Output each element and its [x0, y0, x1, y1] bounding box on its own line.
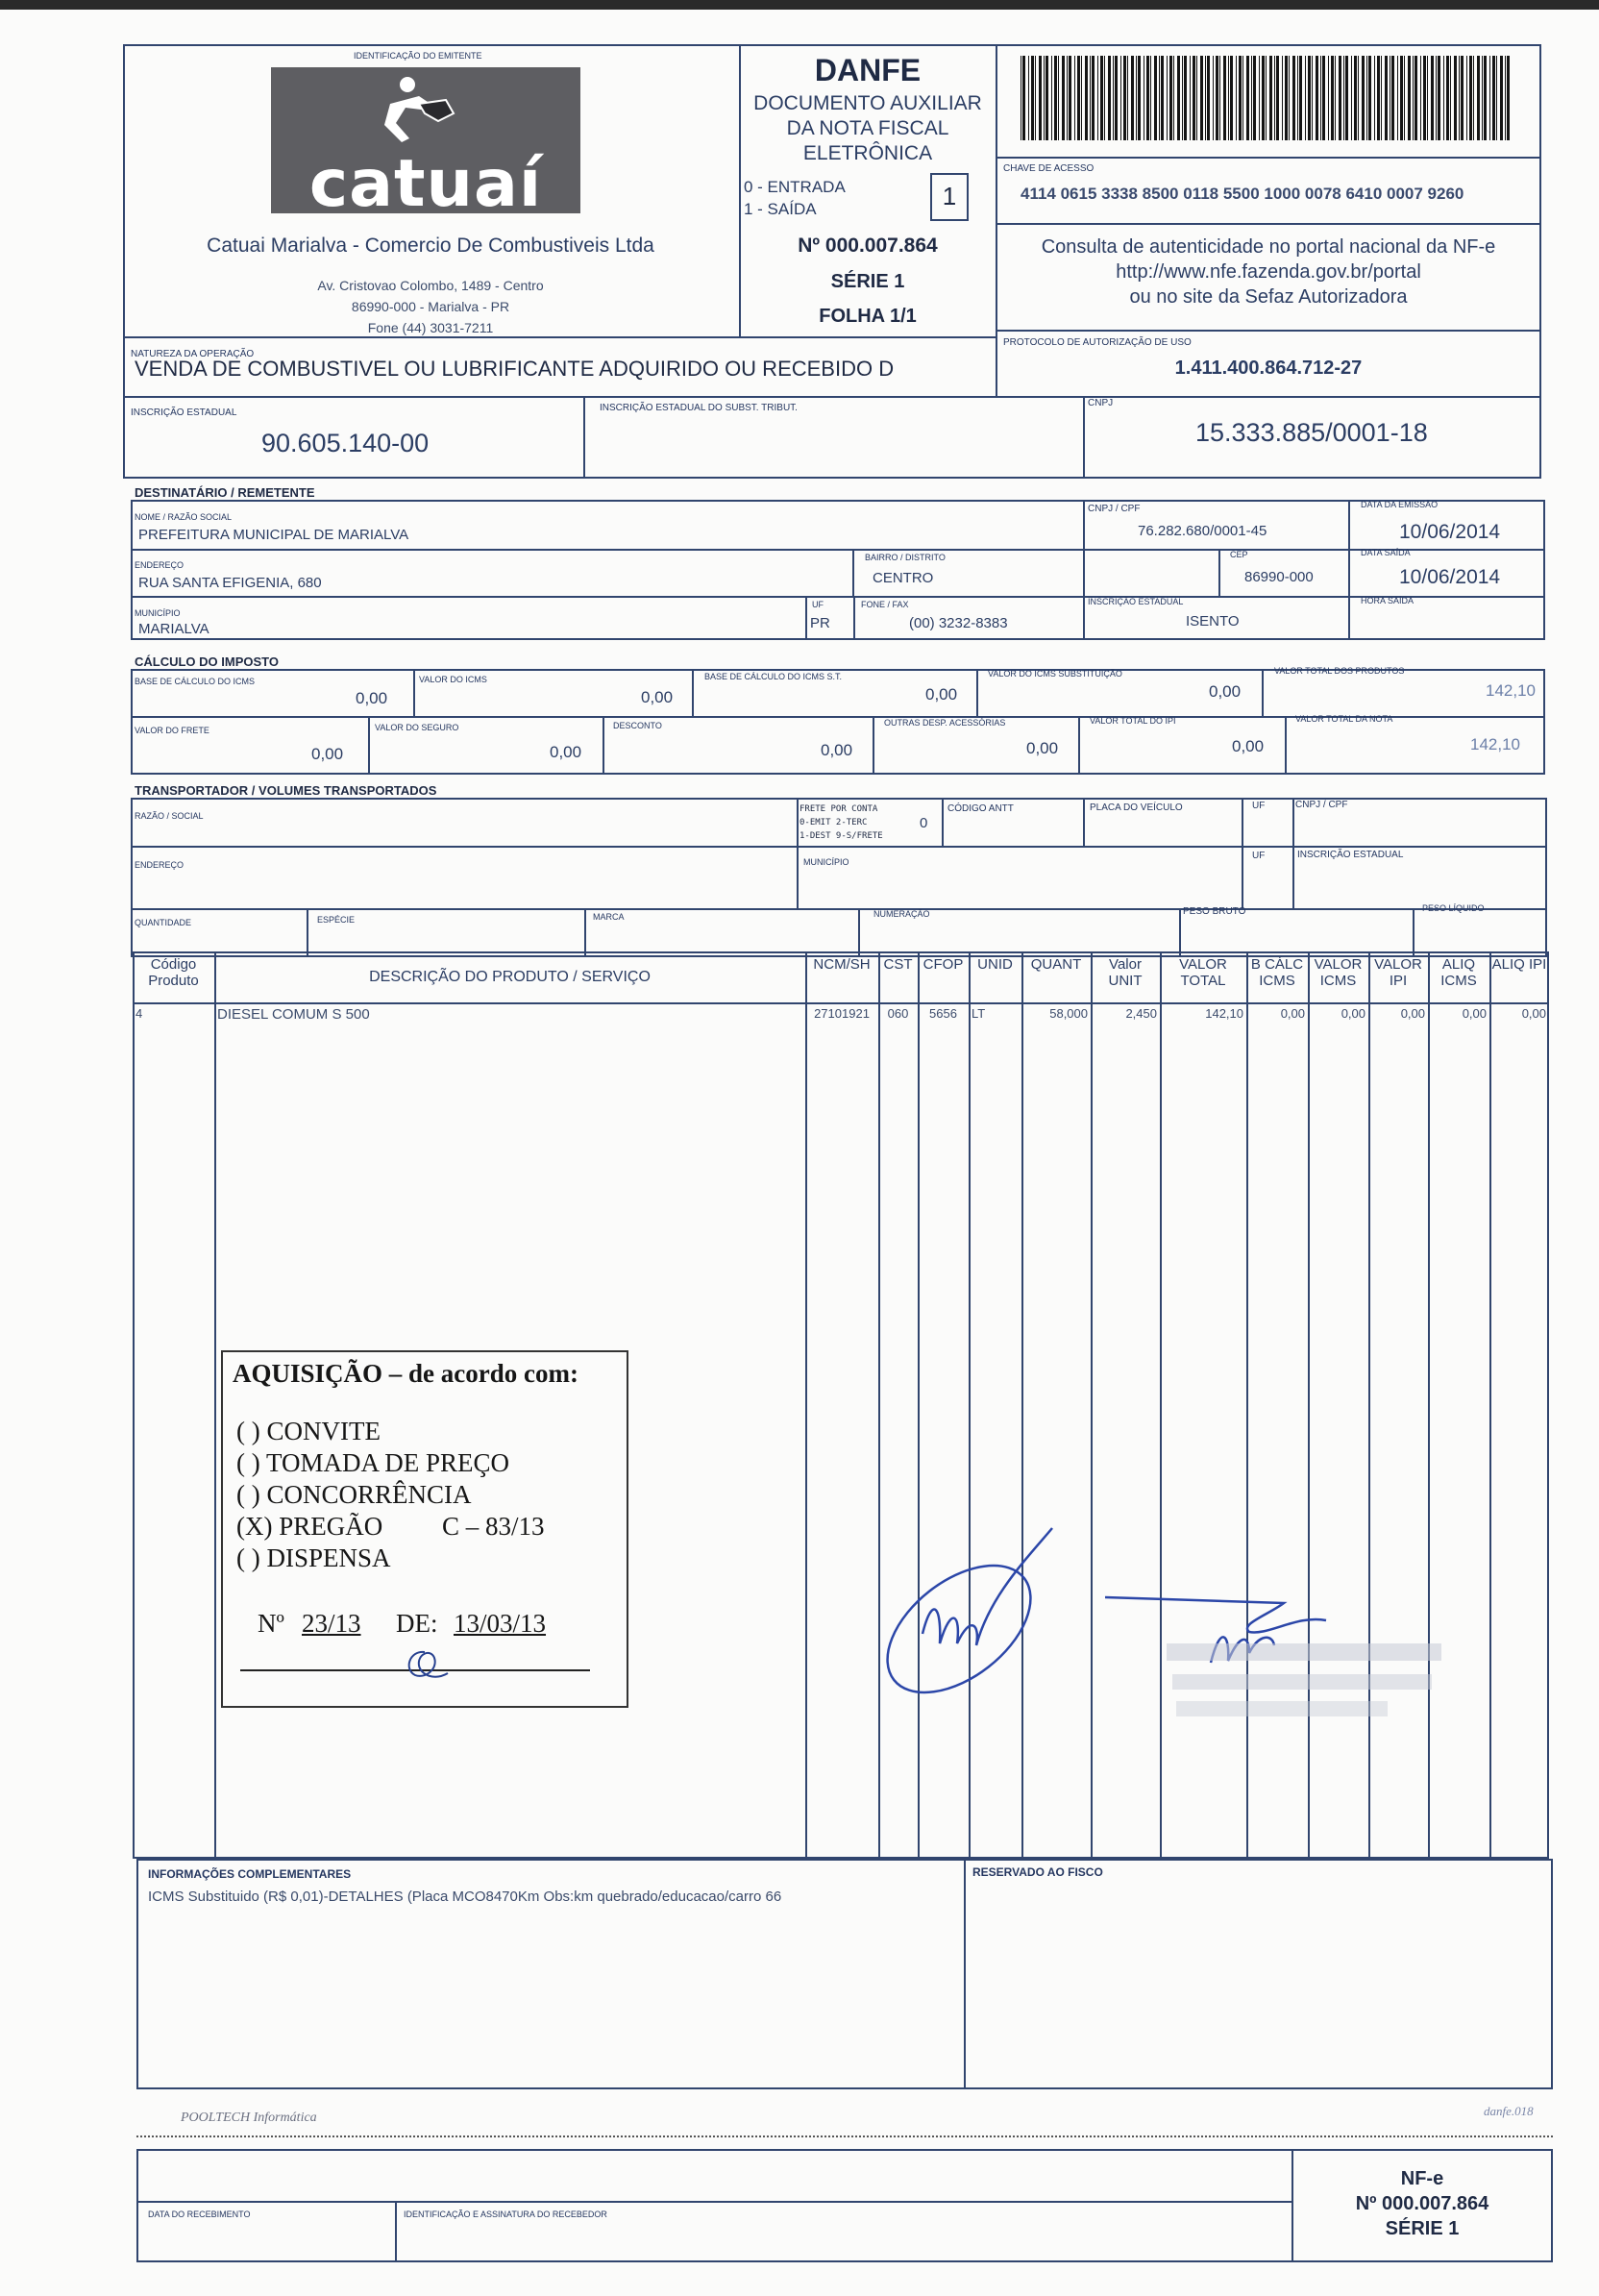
column-header: VALOR ICMS — [1314, 956, 1363, 989]
barcode-bar — [1146, 56, 1149, 140]
dest-emissao: 10/06/2014 — [1399, 521, 1501, 543]
antt-label: CÓDIGO ANTT — [947, 803, 1014, 814]
seguro-value: 0,00 — [550, 743, 582, 761]
transp-municipio-label: MUNICÍPIO — [803, 857, 849, 867]
stamp-de-value: 13/03/13 — [454, 1609, 547, 1638]
barcode-bar — [1505, 56, 1506, 140]
faded-official-stamp — [1163, 1624, 1451, 1730]
cell-cst: 060 — [887, 1006, 909, 1021]
barcode-bar — [1443, 56, 1444, 140]
ipi-value: 0,00 — [1232, 737, 1265, 755]
barcode-bar — [1413, 56, 1414, 140]
cnpj-label: CNPJ — [1088, 398, 1114, 408]
dest-endereco: RUA SANTA EFIGENIA, 680 — [138, 575, 322, 591]
frete-conta-line2: 0-EMIT 2-TERC — [800, 818, 868, 827]
column-header: VALOR IPI — [1374, 956, 1422, 989]
barcode-bar — [1067, 56, 1068, 140]
transp-cnpj-label: CNPJ / CPF — [1295, 800, 1348, 810]
assinatura-label: IDENTIFICAÇÃO E ASSINATURA DO RECEBEDOR — [404, 2210, 607, 2219]
barcode-bar — [1150, 56, 1151, 140]
barcode-bar — [1028, 56, 1029, 140]
tipo-saida: 1 - SAÍDA — [744, 200, 817, 218]
stamp-pregao: (X) PREGÃO — [236, 1512, 383, 1541]
barcode-bar — [1454, 56, 1457, 140]
barcode-bar — [1062, 56, 1065, 140]
stamp-num-label: Nº — [258, 1609, 284, 1638]
column-divider — [1021, 951, 1023, 1859]
barcode-bar — [1213, 56, 1214, 140]
dest-cnpj: 76.282.680/0001-45 — [1138, 523, 1267, 539]
barcode-bar — [1381, 56, 1382, 140]
dest-municipio: MARIALVA — [138, 621, 209, 637]
column-header: Valor UNIT — [1108, 956, 1143, 989]
danfe-folha: FOLHA 1/1 — [819, 306, 917, 327]
placa-label: PLACA DO VEÍCULO — [1090, 802, 1183, 813]
cell-total: 142,10 — [1205, 1006, 1243, 1021]
aquisicao-stamp — [221, 1350, 628, 1708]
desconto-label: DESCONTO — [613, 721, 662, 730]
barcode-bar — [1081, 56, 1082, 140]
stamp-concorrencia: ( ) CONCORRÊNCIA — [236, 1480, 472, 1509]
barcode-bar — [1223, 56, 1226, 140]
total-nota-label: VALOR TOTAL DA NOTA — [1295, 714, 1393, 724]
transp-endereco-label: ENDEREÇO — [135, 860, 184, 870]
peso-bruto-label: PESO BRUTO — [1183, 906, 1246, 917]
dest-saida-label: DATA SAÍDA — [1361, 548, 1411, 557]
barcode-bar — [1459, 56, 1460, 140]
barcode-bar — [1482, 56, 1483, 140]
barcode-bar — [1246, 56, 1249, 140]
cell-vicms: 0,00 — [1341, 1006, 1365, 1021]
total-nota-value: 142,10 — [1470, 735, 1520, 753]
barcode-bar — [1100, 56, 1103, 140]
danfe-subtitle1: DOCUMENTO AUXILIAR — [753, 92, 982, 114]
barcode-bar — [1305, 56, 1306, 140]
barcode-bar — [1131, 56, 1134, 140]
outras-value: 0,00 — [1026, 739, 1059, 757]
software-credit: POOLTECH Informática — [181, 2111, 317, 2125]
destinatario-section: DESTINATÁRIO / REMETENTE — [135, 485, 315, 500]
column-divider — [1160, 951, 1162, 1859]
cell-aipi: 0,00 — [1521, 1006, 1546, 1021]
danfe-serie: SÉRIE 1 — [830, 271, 905, 292]
barcode-bar — [1054, 56, 1057, 140]
barcode-bar — [1200, 56, 1203, 140]
dest-endereco-label: ENDEREÇO — [135, 560, 184, 570]
barcode-bar — [1127, 56, 1128, 140]
logo-word: catuaí — [308, 146, 543, 222]
barcode-bar — [1507, 56, 1510, 140]
barcode-bar — [1044, 56, 1045, 140]
dest-nome: PREFEITURA MUNICIPAL DE MARIALVA — [138, 527, 409, 543]
barcode-bar — [1259, 56, 1260, 140]
column-header: NCM/SH — [813, 956, 871, 973]
barcode-bar — [1331, 56, 1334, 140]
barcode-bar — [1385, 56, 1388, 140]
barcode-bar — [1123, 56, 1126, 140]
barcode-bar — [1138, 56, 1141, 140]
cell-quant: 58,000 — [1049, 1006, 1088, 1021]
cell-aicms: 0,00 — [1462, 1006, 1487, 1021]
barcode-bar — [1184, 56, 1187, 140]
inscricao-value: 90.605.140-00 — [261, 429, 430, 457]
barcode-bar — [1354, 56, 1357, 140]
barcode-bar — [1136, 56, 1137, 140]
dest-saida: 10/06/2014 — [1399, 566, 1501, 588]
dest-ie: ISENTO — [1186, 613, 1240, 630]
cell-unid: LT — [972, 1006, 986, 1021]
barcode-bar — [1362, 56, 1365, 140]
barcode-bar — [1090, 56, 1091, 140]
barcode-bar — [1069, 56, 1071, 140]
barcode-bar — [1085, 56, 1088, 140]
column-divider — [969, 951, 971, 1859]
dest-uf-label: UF — [812, 600, 824, 609]
barcode-bar — [1242, 56, 1243, 140]
barcode-bar — [1058, 56, 1059, 140]
barcode-bar — [1297, 56, 1298, 140]
dest-hora-label: HORA SAÍDA — [1361, 596, 1414, 605]
column-divider — [1489, 951, 1491, 1859]
recebimento-label: DATA DO RECEBIMENTO — [148, 2210, 251, 2219]
column-header: Código Produto — [148, 956, 199, 989]
fisco-label: RESERVADO AO FISCO — [972, 1865, 1103, 1879]
destinatario-frame — [131, 500, 1545, 640]
transp-uf2-label: UF — [1252, 851, 1266, 861]
emitente-label: IDENTIFICAÇÃO DO EMITENTE — [354, 51, 482, 61]
transp-uf-label: UF — [1252, 801, 1266, 811]
barcode-bar — [1253, 56, 1256, 140]
danfe-title: DANFE — [814, 53, 922, 87]
barcode-bar — [1092, 56, 1095, 140]
column-divider — [918, 951, 920, 1859]
emitente-address1: Av. Cristovao Colombo, 1489 - Centro — [317, 278, 544, 293]
barcode-bar — [1328, 56, 1329, 140]
frete-conta-value: 0 — [920, 815, 928, 831]
column-header: QUANT — [1030, 956, 1082, 973]
barcode-bar — [1159, 56, 1160, 140]
chave-value: 4114 0615 3338 8500 0118 5500 1000 0078 6410 0007 9260 — [1021, 185, 1464, 203]
barcode-bar — [1489, 56, 1490, 140]
handwritten-signature-left — [884, 1518, 1057, 1701]
dest-municipio-label: MUNICÍPIO — [135, 608, 181, 618]
consulta-line2: http://www.nfe.fazenda.gov.br/portal — [1116, 261, 1421, 283]
natureza-label: NATUREZA DA OPERAÇÃO — [131, 349, 255, 359]
dest-uf: PR — [810, 615, 830, 631]
total-prod-label: VALOR TOTAL DOS PRODUTOS — [1274, 666, 1405, 676]
barcode-bar — [1358, 56, 1359, 140]
barcode-bar — [1292, 56, 1295, 140]
outras-label: OUTRAS DESP. ACESSÓRIAS — [884, 718, 1006, 728]
barcode-bar — [1438, 56, 1440, 140]
barcode-bar — [1251, 56, 1252, 140]
barcode-bar — [1299, 56, 1302, 140]
dest-ie-label: INSCRIÇÃO ESTADUAL — [1088, 597, 1184, 606]
barcode-bar — [1391, 56, 1394, 140]
cut-line — [136, 2136, 1553, 2137]
consulta-line1: Consulta de autenticidade no portal nacional da NF-e — [1041, 236, 1496, 258]
barcode-bar — [1228, 56, 1229, 140]
especie-label: ESPÉCIE — [317, 915, 356, 925]
barcode-bar — [1368, 56, 1371, 140]
cnpj-value: 15.333.885/0001-18 — [1195, 418, 1428, 447]
base-icms-value: 0,00 — [356, 689, 388, 707]
barcode-bar — [1120, 56, 1121, 140]
emitente-address2: 86990-000 - Marialva - PR — [351, 299, 510, 314]
danfe-subtitle3: ELETRÔNICA — [802, 142, 933, 164]
barcode-bar — [1473, 56, 1474, 140]
barcode-bar — [1436, 56, 1437, 140]
column-divider — [214, 951, 216, 1859]
barcode-bar — [1269, 56, 1272, 140]
barcode-bar — [1161, 56, 1164, 140]
stamp-dispensa: ( ) DISPENSA — [236, 1543, 391, 1572]
imposto-section: CÁLCULO DO IMPOSTO — [135, 654, 279, 669]
column-header: VALOR TOTAL — [1179, 956, 1227, 989]
column-header: DESCRIÇÃO DO PRODUTO / SERVIÇO — [369, 969, 651, 985]
barcode-bar — [1035, 56, 1036, 140]
tipo-entrada: 0 - ENTRADA — [744, 178, 846, 196]
marca-label: MARCA — [593, 912, 625, 922]
seguro-label: VALOR DO SEGURO — [375, 723, 459, 732]
frete-label: VALOR DO FRETE — [135, 726, 209, 735]
barcode-bar — [1312, 56, 1313, 140]
column-divider — [805, 951, 807, 1859]
peso-liquido-label: PESO LÍQUIDO — [1422, 903, 1485, 913]
razao-label: RAZÃO / SOCIAL — [135, 811, 204, 821]
barcode-bar — [1397, 56, 1398, 140]
barcode-bar — [1167, 56, 1168, 140]
barcode-bar — [1320, 56, 1321, 140]
barcode-bar — [1205, 56, 1206, 140]
valor-st-value: 0,00 — [1209, 682, 1242, 701]
barcode-bar — [1108, 56, 1111, 140]
natureza-value: VENDA DE COMBUSTIVEL OU LUBRIFICANTE ADQUIRIDO OU RECEBIDO D — [135, 357, 895, 381]
valor-icms-label: VALOR DO ICMS — [419, 675, 487, 684]
barcode-bar — [1046, 56, 1048, 140]
barcode-bar — [1190, 56, 1191, 140]
barcode-bar — [1377, 56, 1380, 140]
cell-ncm: 27101921 — [814, 1006, 870, 1021]
column-header: CST — [883, 956, 913, 973]
cell-bcalc: 0,00 — [1280, 1006, 1305, 1021]
numeracao-label: NUMERAÇÃO — [873, 909, 930, 919]
barcode-bar — [1450, 56, 1451, 140]
barcode-bar — [1431, 56, 1434, 140]
stamp-num-value: 23/13 — [302, 1609, 361, 1638]
transp-ie-label: INSCRIÇÃO ESTADUAL — [1297, 850, 1404, 860]
dest-fone: (00) 3232-8383 — [909, 615, 1008, 631]
stamp-tomada: ( ) TOMADA DE PREÇO — [236, 1448, 510, 1477]
stamp-de-label: DE: — [396, 1609, 438, 1638]
barcode-bar — [1400, 56, 1403, 140]
barcode-bar — [1219, 56, 1220, 140]
emitente-phone: Fone (44) 3031-7211 — [367, 320, 494, 335]
barcode — [1021, 56, 1513, 140]
informacoes-label: INFORMAÇÕES COMPLEMENTARES — [148, 1867, 352, 1881]
barcode-bar — [1289, 56, 1290, 140]
barcode-bar — [1154, 56, 1157, 140]
barcode-bar — [1169, 56, 1172, 140]
barcode-bar — [1276, 56, 1279, 140]
column-divider — [1091, 951, 1093, 1859]
quantidade-label: QUANTIDADE — [135, 918, 192, 927]
barcode-bar — [1469, 56, 1472, 140]
column-divider — [878, 951, 880, 1859]
danfe-subtitle2: DA NOTA FISCAL — [786, 117, 949, 139]
barcode-bar — [1031, 56, 1034, 140]
barcode-bar — [1115, 56, 1118, 140]
barcode-bar — [1239, 56, 1242, 140]
barcode-bar — [1097, 56, 1098, 140]
barcode-bar — [1446, 56, 1449, 140]
barcode-bar — [1051, 56, 1052, 140]
barcode-bar — [1077, 56, 1080, 140]
dest-fone-label: FONE / FAX — [861, 600, 909, 609]
barcode-bar — [1182, 56, 1183, 140]
barcode-bar — [1207, 56, 1210, 140]
barcode-bar — [1262, 56, 1265, 140]
column-header: CFOP — [922, 956, 964, 973]
barcode-bar — [1216, 56, 1218, 140]
barcode-bar — [1236, 56, 1237, 140]
frete-value: 0,00 — [311, 745, 344, 763]
inscricao-label: INSCRIÇÃO ESTADUAL — [131, 407, 237, 418]
barcode-bar — [1274, 56, 1275, 140]
desconto-value: 0,00 — [821, 741, 853, 759]
barcode-bar — [1039, 56, 1042, 140]
protocolo-label: PROTOCOLO DE AUTORIZAÇÃO DE USO — [1003, 337, 1192, 348]
cell-descricao: DIESEL COMUM S 500 — [217, 1006, 370, 1023]
base-icms-label: BASE DE CÁLCULO DO ICMS — [135, 677, 256, 686]
cell-vipi: 0,00 — [1400, 1006, 1425, 1021]
stamp-title: AQUISIÇÃO – de acordo com: — [233, 1359, 578, 1388]
barcode-bar — [1500, 56, 1503, 140]
danfe-numero: Nº 000.007.864 — [798, 235, 938, 257]
danfe-model: danfe.018 — [1484, 2104, 1534, 2118]
barcode-bar — [1496, 56, 1497, 140]
barcode-bar — [1022, 56, 1025, 140]
ipi-label: VALOR TOTAL DO IPI — [1090, 716, 1176, 726]
runner-icon — [371, 75, 457, 144]
chave-label: CHAVE DE ACESSO — [1003, 163, 1095, 174]
scan-edge — [0, 0, 1599, 10]
barcode-bar — [1351, 56, 1352, 140]
subst-label: INSCRIÇÃO ESTADUAL DO SUBST. TRIBUT. — [600, 403, 798, 413]
barcode-bar — [1266, 56, 1267, 140]
dest-cnpj-label: CNPJ / CPF — [1088, 504, 1141, 514]
barcode-bar — [1427, 56, 1428, 140]
column-header: ALIQ IPI — [1491, 956, 1547, 973]
informacoes-value: ICMS Substituido (R$ 0,01)-DETALHES (Placa MCO8470Km Obs:km quebrado/educacao/carro 66 — [148, 1889, 782, 1905]
barcode-bar — [1484, 56, 1487, 140]
barcode-bar — [1492, 56, 1495, 140]
barcode-bar — [1339, 56, 1341, 140]
dest-cep-label: CEP — [1230, 550, 1248, 559]
barcode-bar — [1230, 56, 1233, 140]
barcode-bar — [1173, 56, 1174, 140]
emitente-name: Catuai Marialva - Comercio De Combustiveis Ltda — [207, 235, 654, 257]
barcode-bar — [1366, 56, 1367, 140]
base-st-value: 0,00 — [925, 685, 958, 704]
frete-conta-line1: FRETE POR CONTA — [800, 804, 878, 814]
barcode-bar — [1285, 56, 1288, 140]
barcode-bar — [1335, 56, 1336, 140]
dest-cep: 86990-000 — [1244, 569, 1314, 585]
catuai-logo — [271, 67, 580, 222]
initials-signature — [396, 1641, 454, 1689]
barcode-bar — [1466, 56, 1467, 140]
barcode-bar — [1193, 56, 1195, 140]
barcode-bar — [1282, 56, 1283, 140]
dest-bairro: CENTRO — [873, 570, 934, 586]
barcode-bar — [1113, 56, 1114, 140]
dest-bairro-label: BAIRRO / DISTRITO — [865, 553, 946, 562]
barcode-bar — [1374, 56, 1375, 140]
barcode-bar — [1074, 56, 1075, 140]
barcode-bar — [1343, 56, 1344, 140]
footer-serie: SÉRIE 1 — [1385, 2218, 1460, 2239]
valor-icms-value: 0,00 — [641, 688, 674, 706]
barcode-bar — [1461, 56, 1464, 140]
stamp-pregao-ref: C – 83/13 — [442, 1512, 545, 1541]
cell-unit: 2,450 — [1125, 1006, 1157, 1021]
frete-conta-line3: 1-DEST 9-S/FRETE — [800, 831, 883, 841]
dest-nome-label: NOME / RAZÃO SOCIAL — [135, 512, 233, 522]
barcode-bar — [1345, 56, 1348, 140]
consulta-line3: ou no site da Sefaz Autorizadora — [1129, 286, 1408, 308]
barcode-bar — [1477, 56, 1480, 140]
barcode-bar — [1420, 56, 1421, 140]
barcode-bar — [1404, 56, 1405, 140]
protocolo-value: 1.411.400.864.712-27 — [1174, 358, 1363, 379]
barcode-bar — [1322, 56, 1325, 140]
barcode-bar — [1414, 56, 1417, 140]
barcode-bar — [1177, 56, 1180, 140]
column-header: ALIQ ICMS — [1440, 956, 1477, 989]
total-prod-value: 142,10 — [1486, 681, 1536, 700]
cell-codigo: 4 — [135, 1006, 143, 1021]
transportador-section: TRANSPORTADOR / VOLUMES TRANSPORTADOS — [135, 783, 437, 798]
barcode-bar — [1104, 56, 1105, 140]
cell-cfop: 5656 — [929, 1006, 957, 1021]
column-header: UNID — [977, 956, 1013, 973]
stamp-convite: ( ) CONVITE — [236, 1417, 381, 1445]
barcode-bar — [1308, 56, 1311, 140]
barcode-bar — [1316, 56, 1318, 140]
base-st-label: BASE DE CÁLCULO DO ICMS S.T. — [704, 672, 843, 681]
barcode-bar — [1423, 56, 1426, 140]
barcode-bar — [1408, 56, 1411, 140]
dest-emissao-label: DATA DA EMISSÃO — [1361, 500, 1439, 509]
tipo-value: 1 — [942, 182, 957, 210]
valor-st-label: VALOR DO ICMS SUBSTITUIÇÃO — [988, 669, 1122, 679]
footer-numero: Nº 000.007.864 — [1355, 2193, 1489, 2214]
barcode-bar — [1196, 56, 1197, 140]
footer-nfe: NF-e — [1400, 2168, 1444, 2189]
column-header: B CÁLC ICMS — [1250, 956, 1304, 989]
